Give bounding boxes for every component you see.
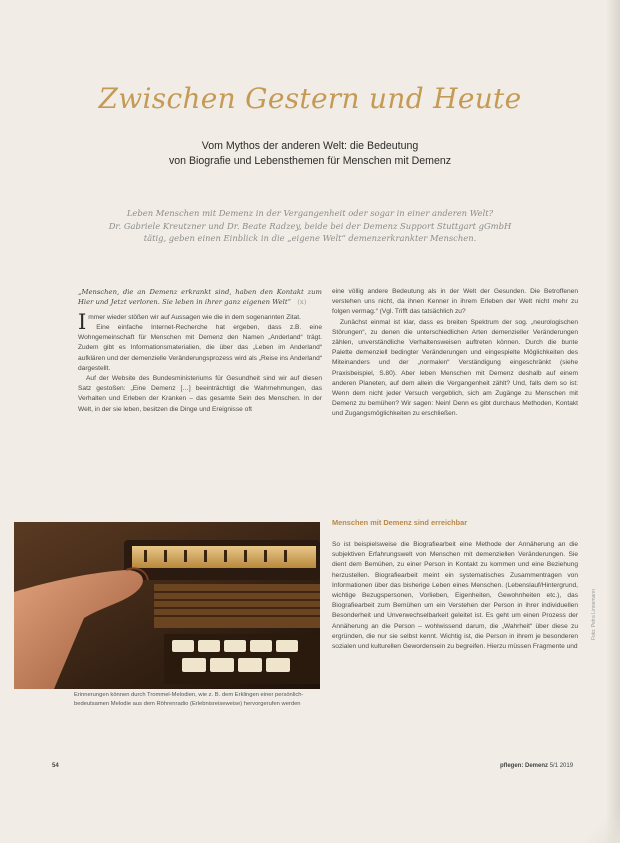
left-paragraph-1-text: mmer wieder stößen wir auf Aussagen wie die in dem sogenannten Zitat. — [88, 313, 301, 321]
page-binding-shadow — [606, 0, 620, 843]
left-paragraph-1 — [78, 309, 322, 334]
article-subtitle — [60, 139, 560, 168]
right-paragraph-2: Zunächst einmal ist klar, dass es breiten Spektrum der sog. „neurologischen Störungen“, zu denen die unterschiedlichen Arten demenzieller Veränderungen zählen, unverständliche Verhaltensweisen auftreten können. Durch die bunte Palette demenziell bedingter Veränderungen und eingespielte Möglichkeiten des Miteinanders und der „normalen“ Verständigung eingeschränkt (siehe Praxisbeispiel, S.80). Aber leben Menschen mit Demenz deshalb auf einem anderen Planeten, auf dem allein die Vergangenheit zählt? Und, falls dem so ist: Wenn dem nicht jeder Versuch vergeblich, sich am Zugänge zu Menschen mit Demenz zu bemühen? Wir sagen: Nein! Denn es gibt durchaus Methoden, Kontakt und Zugangsmöglichkeiten zu erschließen. — [332, 318, 578, 418]
right-column-top — [332, 287, 578, 420]
page-corner-shade — [560, 803, 620, 843]
opening-quote — [78, 287, 322, 308]
right-column-bottom — [332, 540, 578, 652]
subtitle-line-2: von Biografie und Lebensthemen für Menschen mit Demenz — [168, 154, 452, 167]
footer-issue: 5/1 2019 — [549, 763, 574, 769]
radio-photo — [14, 522, 320, 689]
article-lead — [70, 207, 550, 245]
section-subheading: Menschen mit Demenz sind erreichbar — [332, 518, 468, 527]
left-column — [78, 287, 322, 415]
lead-line-2: Dr. Gabriele Kreutzner und Dr. Beate Radzey, beide bei der Demenz Support Stuttgart gGmbH — [108, 220, 512, 231]
left-paragraph-2: Eine einfache Internet-Recherche hat ergeben, dass z.B. eine Wohngemeinschaft für Menschen mit Demenz den Namen „Anderland“ trägt. Zudem gibt es Informationsmaterialien, die über das „Leben im Anderland“ aufklären und der demenzielle Veränderungsprozess wird als „Reise ins Anderland“ dargestellt. — [78, 324, 322, 372]
dropcap-letter: I — [78, 309, 87, 334]
footer-publication — [500, 763, 573, 769]
radio-photo-illustration — [14, 522, 320, 689]
quote-marker: (x) — [297, 298, 307, 307]
opening-quote-text: „Menschen, die an Demenz erkrankt sind, haben den Kontakt zum Hier und Jetzt verloren. Sie leben in ihrer ganz eigenen Welt“ — [78, 288, 322, 307]
lead-line-3: tätig, geben einen Einblick in die „eigene Welt“ demenzerkrankter Menschen. — [143, 233, 477, 244]
right-paragraph-1: eine völlig andere Bedeutung als in der Welt der Gesunden. Die Betroffenen verstehen uns nicht, da ihnen Kenner in ihrem Erleben der Welt nicht mehr zu folgen vermag.“ (Vgl. Trifft das tatsächlich zu? — [332, 288, 578, 316]
photo-caption: Erinnerungen können durch Trommel-Melodien, wie z. B. dem Erklingen einer persönlich-bedeutsamen Melodie aus dem Röhrenradio (Erlebnisreiseweise) hervorgerufen werden — [74, 692, 304, 708]
page-number: 54 — [52, 763, 59, 769]
lead-line-1: Leben Menschen mit Demenz in der Vergangenheit oder sogar in einer anderen Welt? — [126, 208, 494, 218]
footer-brand: pflegen: Demenz — [500, 763, 549, 769]
left-paragraph-3: Auf der Website des Bundesministeriums für Gesundheit sind wir auf diesen Satz gestoßen: „Eine Demenz […] beeinträchtigt die Wahrnehmungen, das Verhalten und Erleben der Kranken – das gesamte Sein des Menschen. In der Welt, in der sie leben, besitzen die Dinge und Ereignisse oft — [78, 375, 322, 413]
right-paragraph-3: So ist beispielsweise die Biografiearbeit eine Methode der Annäherung an die subjektiven Erfahrungswelt von Menschen mit demenziellen Veränderungen. Sie dient dem Bemühen, zu einer Person in Kontakt zu kommen und eine Beziehung herzustellen. Biografiearbeit meint ein systematisches Zusammentragen von Informationen über das bisherige Leben eines Menschen. (Lebenslauf/Hintergrund, wichtige Bezugspersonen, Vorlieben, Eigenheiten, Gewohnheiten etc.), das Biografiearbeit zum Bemühen um ein Verstehen der Person in ihrer individuellen Besonderheit und Unverwechselbarkeit geleitet ist. Es geht um einen Prozess der Annäherung an die Person – wohlwissend darum, die „Wahrheit“ über diese zu ergründen, die nur sie selbst kennt. Wichtig ist, die Person in ihrem je besonderen sozialen und kulturellen Gewordensein zu begreifen. Hierzu müssen Fragmente und — [332, 541, 578, 651]
subtitle-line-1: Vom Mythos der anderen Welt: die Bedeutung — [201, 140, 419, 152]
article-title: Zwischen Gestern und Heute — [98, 82, 522, 115]
photo-credit: Foto: Petra Linnemann — [591, 589, 597, 640]
